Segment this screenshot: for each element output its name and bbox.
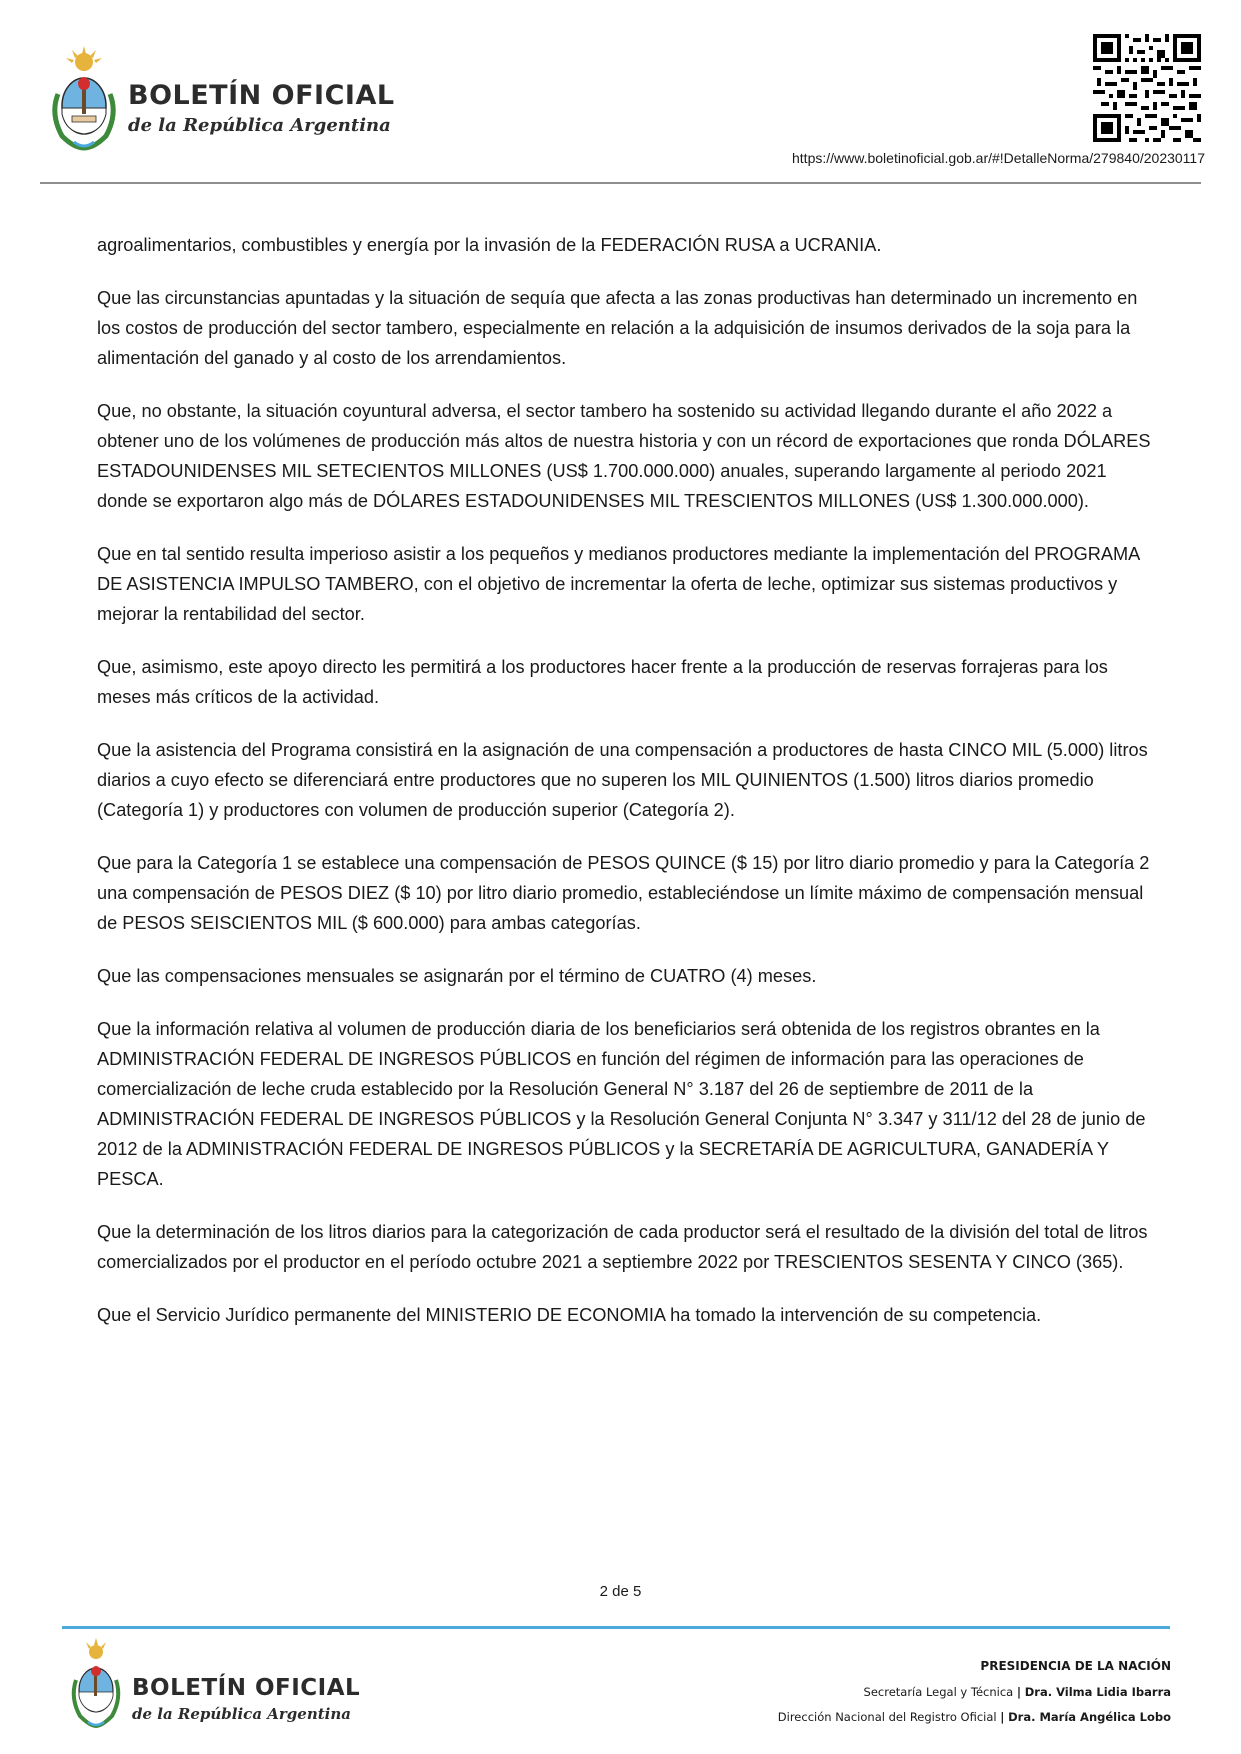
footer-brand — [132, 1674, 360, 1724]
secretaria-line — [778, 1684, 1171, 1700]
footer-credits — [778, 1658, 1171, 1734]
direccion-line — [778, 1709, 1171, 1725]
paragraph: Que la asistencia del Programa consistirá en la asignación de una compensación a productores de hasta CINCO MIL (5.000) litros diarios a cuyo efecto se diferenciará entre productores que no superen los MIL QUINIENTOS (1.500) litros diarios promedio (Categoría 1) y productores con volumen de producción superior (Categoría 2). — [97, 740, 1148, 820]
footer-brand-title: BOLETÍN OFICIAL — [132, 1675, 361, 1701]
secretaria-name: Secretaría Legal y Técnica — [863, 1685, 1014, 1699]
brand-title: BOLETÍN OFICIAL — [128, 80, 395, 111]
header-divider — [40, 182, 1201, 184]
document-url[interactable]: https://www.boletinoficial.gob.ar/#!DetalleNorma/279840/20230117 — [792, 150, 1205, 166]
footer-divider — [62, 1626, 1170, 1629]
brand — [128, 80, 395, 138]
separator: | — [1016, 1685, 1022, 1699]
direccion-person: Dra. María Angélica Lobo — [1008, 1710, 1171, 1724]
direccion-name: Dirección Nacional del Registro Oficial — [777, 1710, 997, 1724]
separator: | — [1000, 1710, 1005, 1724]
document-body — [97, 230, 1157, 1353]
page-number: 2 de 5 — [599, 1583, 642, 1600]
paragraph: Que las circunstancias apuntadas y la situación de sequía que afecta a las zonas productivas han determinado un incremento en los costos de producción del sector tambero, especialmente en relación a la adquisición de insumos derivados de la soja para la alimentación del ganado y al costo de los arrendamientos. — [97, 288, 1138, 368]
paragraph: Que en tal sentido resulta imperioso asistir a los pequeños y medianos productores mediante la implementación del PROGRAMA DE ASISTENCIA IMPULSO TAMBERO, con el objetivo de incrementar la oferta de leche, optimizar sus sistemas productivos y mejorar la rentabilidad del sector. — [97, 544, 1140, 624]
paragraph: Que el Servicio Jurídico permanente del MINISTERIO DE ECONOMIA ha tomado la intervención de su competencia. — [97, 1305, 1042, 1325]
paragraph: Que la información relativa al volumen de producción diaria de los beneficiarios será obtenida de los registros obrantes en la ADMINISTRACIÓN FEDERAL DE INGRESOS PÚBLICOS en función del régimen de información para las operaciones de comercialización de leche cruda establecido por la Resolución General N° 3.187 del 26 de septiembre de 2011 de la ADMINISTRACIÓN FEDERAL DE INGRESOS PÚBLICOS y la Resolución General Conjunta N° 3.347 y 311/12 del 28 de junio de 2012 de la ADMINISTRACIÓN FEDERAL DE INGRESOS PÚBLICOS y la SECRETARÍA DE AGRICULTURA, GANADERÍA Y PESCA. — [97, 1019, 1146, 1189]
paragraph: Que las compensaciones mensuales se asignarán por el término de CUATRO (4) meses. — [97, 966, 817, 986]
presidency-label: PRESIDENCIA DE LA NACIÓN — [980, 1659, 1171, 1673]
coat-of-arms-icon — [66, 1622, 126, 1732]
paragraph: agroalimentarios, combustibles y energía por la invasión de la FEDERACIÓN RUSA a UCRANIA. — [97, 235, 882, 255]
secretaria-person: Dra. Vilma Lidia Ibarra — [1024, 1685, 1171, 1699]
footer-brand-subtitle: de la República Argentina — [132, 1705, 351, 1723]
paragraph: Que, asimismo, este apoyo directo les permitirá a los productores hacer frente a la producción de reservas forrajeras para los meses más críticos de la actividad. — [97, 657, 1108, 707]
coat-of-arms-icon — [44, 44, 124, 152]
paragraph: Que la determinación de los litros diarios para la categorización de cada productor será el resultado de la división del total de litros comercializados por el productor en el período octubre 2021 a septiembre 2022 por TRESCIENTOS SESENTA Y CINCO (365). — [97, 1222, 1148, 1272]
paragraph: Que para la Categoría 1 se establece una compensación de PESOS QUINCE ($ 15) por litro diario promedio y para la Categoría 2 una compensación de PESOS DIEZ ($ 10) por litro diario promedio, estableciéndose un límite máximo de compensación mensual de PESOS SEISCIENTOS MIL ($ 600.000) para ambas categorías. — [97, 853, 1150, 933]
qr-code-icon — [1093, 34, 1201, 142]
paragraph: Que, no obstante, la situación coyuntural adversa, el sector tambero ha sostenido su actividad llegando durante el año 2022 a obtener uno de los volúmenes de producción más altos de nuestra historia y con un récord de exportaciones que ronda DÓLARES ESTADOUNIDENSES MIL SETECIENTOS MILLONES (US$ 1.700.000.000) anuales, superando largamente al periodo 2021 donde se exportaron algo más de DÓLARES ESTADOUNIDENSES MIL TRESCIENTOS MILLONES (US$ 1.300.000.000). — [97, 401, 1151, 511]
page-header — [0, 0, 1241, 190]
brand-subtitle: de la República Argentina — [128, 115, 391, 136]
